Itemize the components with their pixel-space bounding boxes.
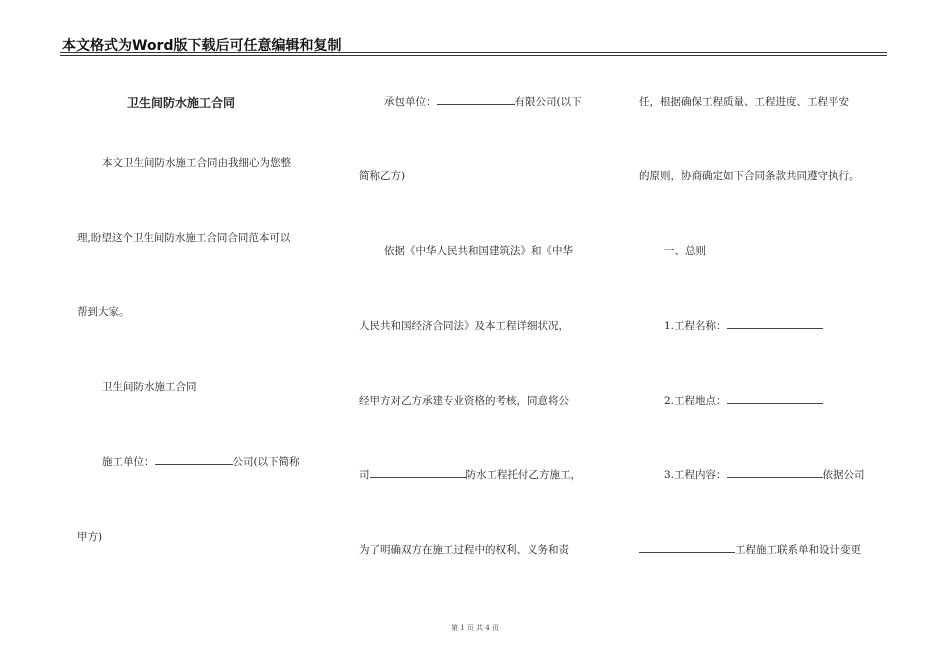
party-b-blank: [437, 95, 515, 105]
page-footer: 第 1 页 共 4 页: [450, 624, 500, 632]
last-line-blank: [639, 543, 735, 553]
basis-line-5: 为了明确双方在施工过程中的权利、义务和责: [359, 544, 569, 556]
basis-line-4-prefix: 司: [359, 469, 370, 481]
party-a-blank: [155, 455, 233, 465]
intro-line-1: 本文卫生间防水施工合同由我细心为您整: [102, 157, 291, 169]
last-line: [639, 542, 861, 557]
intro-line-2: 理,盼望这个卫生间防水施工合同合同范本可以: [77, 232, 291, 244]
item-1-blank: [727, 319, 823, 329]
basis-line-4-suffix: 防水工程托付乙方施工，: [465, 469, 581, 481]
party-b-label: 承包单位：: [384, 96, 437, 108]
header-rule-bottom: [60, 55, 887, 56]
party-b-line: [384, 94, 582, 109]
party-a-label: 施工单位：: [102, 456, 155, 468]
section-heading: 一、总则: [664, 245, 706, 257]
document-banner: 本文格式为Word版下载后可任意编辑和复制: [62, 38, 342, 54]
basis-line-1: 依据《中华人民共和国建筑法》和《中华: [384, 245, 573, 257]
cont-line-1: 任，根据确保工程质量、工程进度、工程平安: [639, 96, 849, 108]
party-a-suffix: 公司(以下简称: [232, 456, 300, 468]
cont-line-2: 的原则，协商确定如下合同条款共同遵守执行。: [639, 170, 860, 182]
item-1-line: [664, 318, 823, 333]
item-3-blank: [727, 468, 823, 478]
basis-line-4: [359, 467, 581, 482]
party-a-end: 甲方): [77, 531, 103, 543]
basis-line-2: 人民共和国经济合同法》及本工程详细状况，: [359, 320, 569, 332]
contract-subtitle: 卫生间防水施工合同: [102, 381, 197, 393]
item-2-blank: [727, 394, 823, 404]
item-1-label: 1.工程名称：: [664, 320, 727, 332]
party-b-end: 简称乙方): [359, 170, 406, 182]
party-b-suffix: 有限公司(以下: [514, 96, 582, 108]
item-3-label: 3.工程内容：: [664, 469, 727, 481]
item-2-label: 2.工程地点：: [664, 395, 727, 407]
contract-title: 卫生间防水施工合同: [127, 96, 236, 110]
intro-line-3: 帮到大家。: [77, 306, 130, 318]
item-2-line: [664, 393, 823, 408]
party-a-line: [102, 454, 300, 469]
last-line-suffix: 工程施工联系单和设计变更: [735, 544, 861, 556]
item-3-line: [664, 467, 865, 482]
header-rule-top: [60, 52, 887, 53]
item-3-suffix: 依据公司: [822, 469, 865, 481]
company-blank: [370, 468, 466, 478]
basis-line-3: 经甲方对乙方承建专业资格的考核，同意将公: [359, 395, 569, 407]
